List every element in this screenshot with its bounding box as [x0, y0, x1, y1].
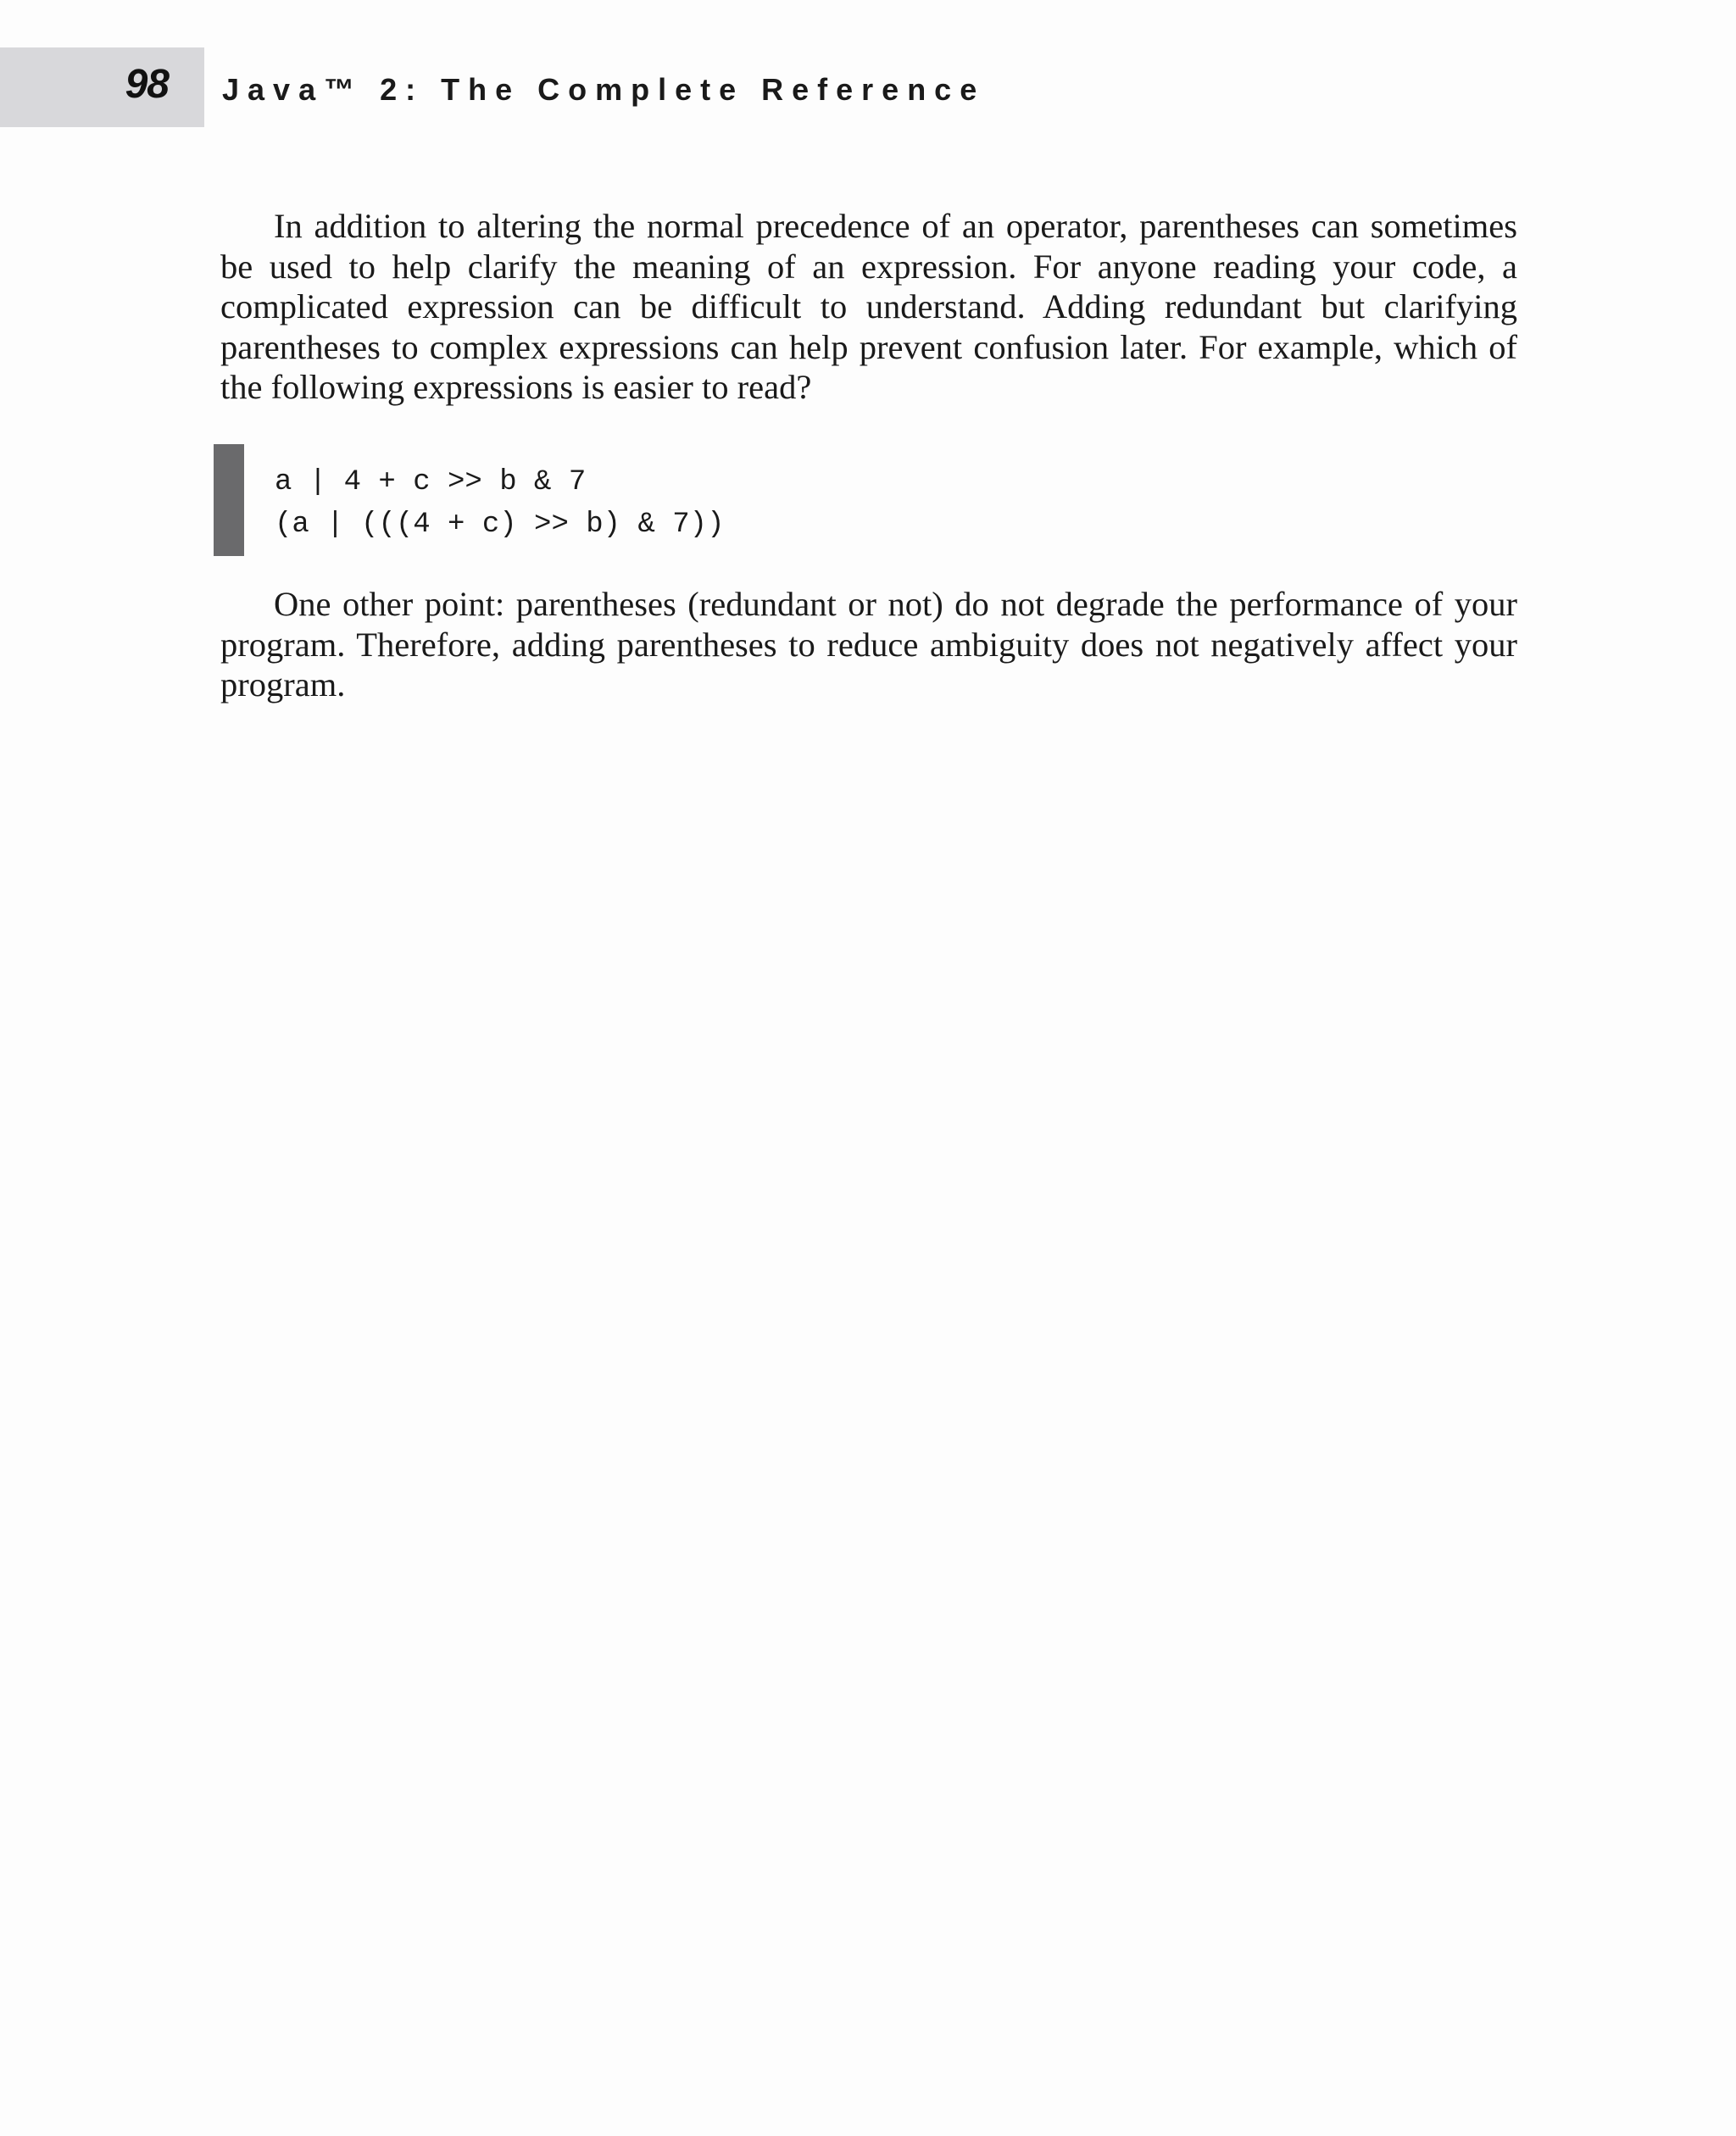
- code-line-1: a | 4 + c >> b & 7: [275, 466, 587, 498]
- page-number: 98: [125, 62, 169, 107]
- code-block: [214, 444, 892, 556]
- body-paragraph-2: One other point: parentheses (redundant or not) do not degrade the performance of your program. Therefore, adding parentheses to reduce ambiguity does not negatively affect your program.: [220, 585, 1517, 704]
- body-paragraph-1: In addition to altering the normal precedence of an operator, parentheses can sometimes be used to help clarify the meaning of an expression. For anyone reading your code, a complicated expression can be difficult to understand. Adding redundant but clarifying parentheses to complex expressions can help prevent confusion later. For example, which of the following expressions is easier to read?: [220, 207, 1517, 406]
- code-line-2: (a | (((4 + c) >> b) & 7)): [275, 509, 725, 541]
- page-number-tab: [0, 47, 204, 127]
- code-margin-bar: [214, 444, 244, 556]
- running-head: Java™ 2: The Complete Reference: [222, 72, 986, 107]
